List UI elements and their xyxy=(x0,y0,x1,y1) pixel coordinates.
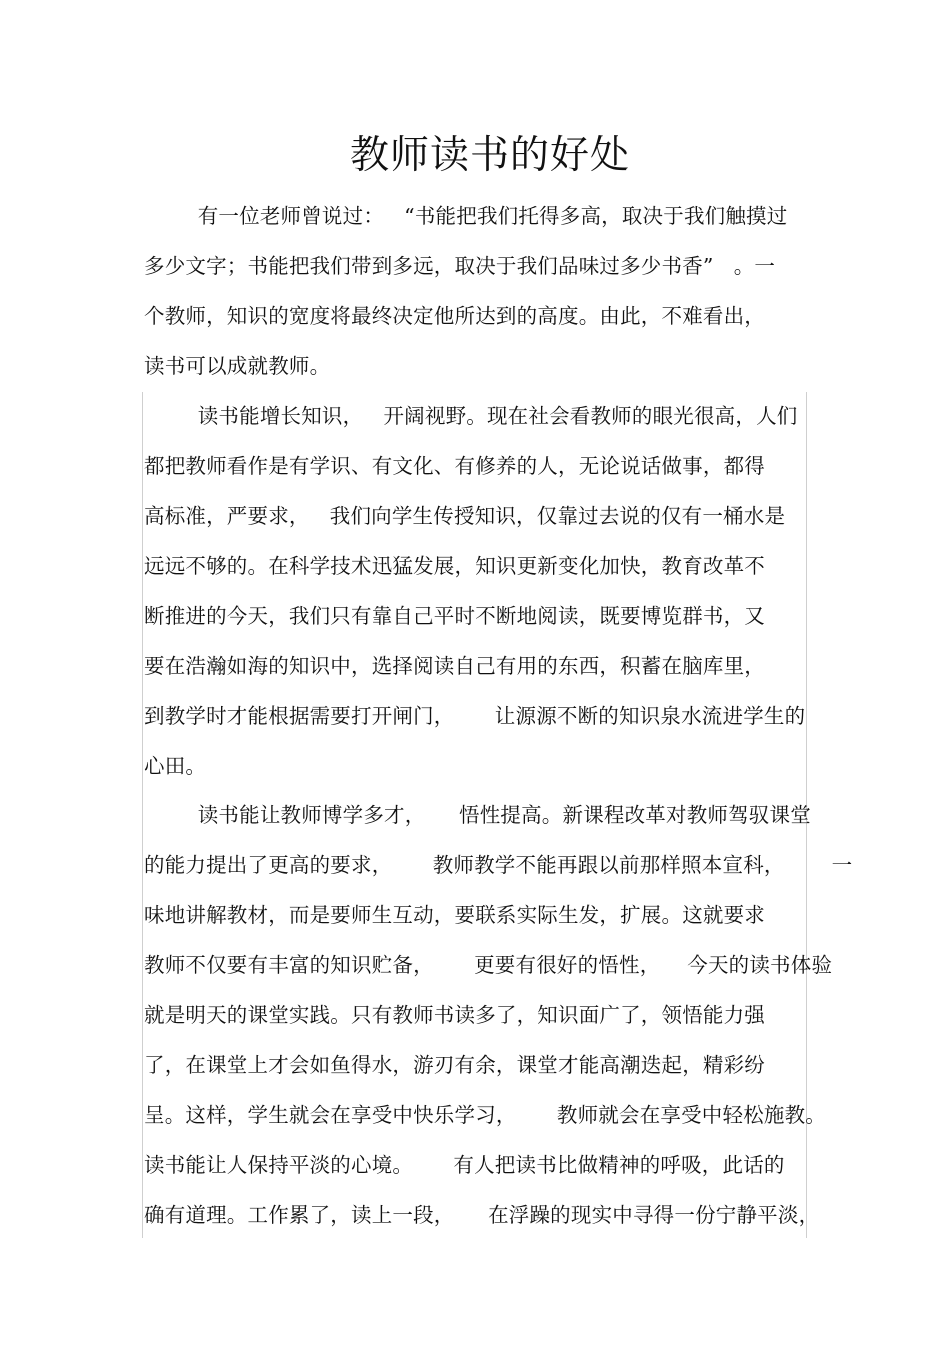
text-line: 就是明天的课堂实践。只有教师书读多了，知识面广了，领悟能力强 xyxy=(144,1003,765,1027)
frame-left-border xyxy=(142,392,143,1238)
text-line: 多少文字；书能把我们带到多远，取决于我们品味过多少书香” 。一 xyxy=(144,254,776,278)
text-line: 远远不够的。在科学技术迅猛发展，知识更新变化加快，教育改革不 xyxy=(144,554,765,578)
text-line: 都把教师看作是有学识、有文化、有修养的人，无论说话做事，都得 xyxy=(144,454,765,478)
text-line: 有一位老师曾说过： “书能把我们托得多高，取决于我们触摸过 xyxy=(144,204,788,228)
text-line: 心田。 xyxy=(144,754,207,778)
text-line: 味地讲解教材，而是要师生互动，要联系实际生发，扩展。这就要求 xyxy=(144,903,765,927)
text-line: 读书能增长知识， 开阔视野。现在社会看教师的眼光很高，人们 xyxy=(144,404,798,428)
text-line: 要在浩瀚如海的知识中，选择阅读自己有用的东西，积蓄在脑库里， xyxy=(144,654,765,678)
text-line: 读书可以成就教师。 xyxy=(144,354,331,378)
text-line: 高标准，严要求， 我们向学生传授知识，仅靠过去说的仅有一桶水是 xyxy=(144,504,786,528)
text-line: 了，在课堂上才会如鱼得水，游刃有余，课堂才能高潮迭起，精彩纷 xyxy=(144,1053,765,1077)
text-line: 读书能让教师博学多才， 悟性提高。新课程改革对教师驾驭课堂 xyxy=(144,803,811,827)
text-line: 呈。这样，学生就会在享受中快乐学习， 教师就会在享受中轻松施教。 xyxy=(144,1103,826,1127)
text-line: 读书能让人保持平淡的心境。 有人把读书比做精神的呼吸，此话的 xyxy=(144,1153,785,1177)
text-line: 教师不仅要有丰富的知识贮备， 更要有很好的悟性， 今天的读书体验 xyxy=(144,953,833,977)
text-line: 断推进的今天，我们只有靠自己平时不断地阅读，既要博览群书，又 xyxy=(144,604,765,628)
text-line: 到教学时才能根据需要打开闸门， 让源源不断的知识泉水流进学生的 xyxy=(144,704,806,728)
text-line: 确有道理。工作累了，读上一段， 在浮躁的现实中寻得一份宁静平淡， xyxy=(144,1203,820,1227)
text-line: 个教师，知识的宽度将最终决定他所达到的高度。由此，不难看出， xyxy=(144,304,765,328)
text-line: 的能力提出了更高的要求， 教师教学不能再跟以前那样照本宣科， 一 xyxy=(144,853,853,877)
document-title: 教师读书的好处 xyxy=(349,133,630,178)
